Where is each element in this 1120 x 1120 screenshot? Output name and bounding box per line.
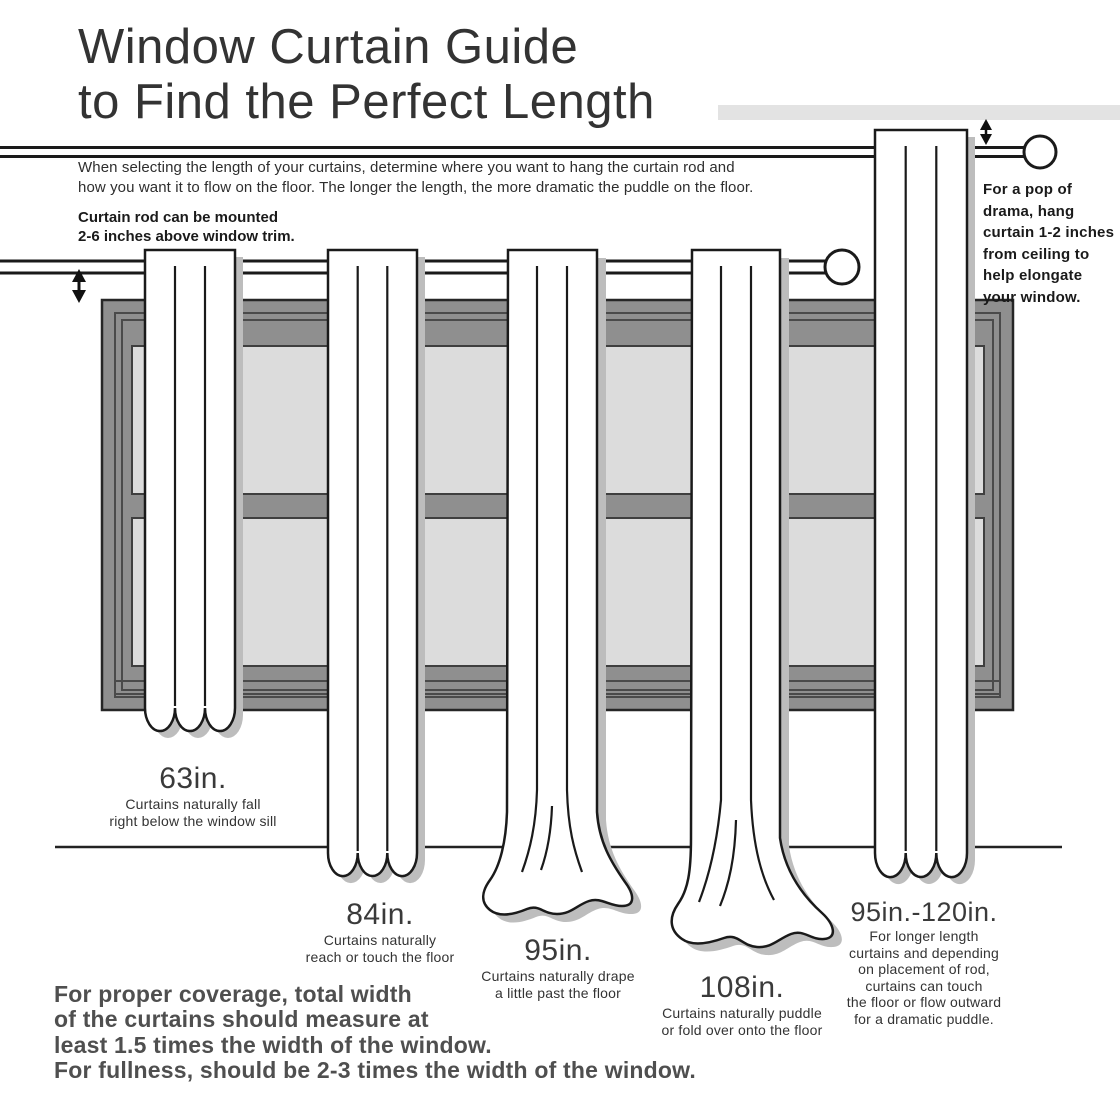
curtain-95-120in [875, 130, 967, 877]
length-value: 63in. [159, 762, 227, 795]
label-108in: 108in. Curtains naturally puddle or fold over onto the floor [622, 971, 862, 1038]
curtain-84in [328, 250, 417, 876]
rod-finial-icon [825, 250, 859, 284]
label-84in: 84in. Curtains naturally reach or touch the floor [260, 898, 500, 965]
length-value: 84in. [346, 898, 414, 931]
ceiling-strip [718, 105, 1120, 120]
page-title [78, 20, 655, 130]
ceiling-hang-note: For a pop of drama, hang curtain 1-2 inches from ceiling to help elongate your window. [983, 181, 1115, 306]
intro-text: When selecting the length of your curtains, determine where you want to hang the curtain rod and how you want it to flow on the floor. The longer the length, the more dramatic the puddle on the floor. [78, 159, 754, 196]
coverage-note: For proper coverage, total width of the curtains should measure at least 1.5 times the width of the window. For fullness, should be 2-3 times the width of the window. [54, 981, 696, 1083]
label-95-120in: 95in.-120in. For longer length curtains and depending on placement of rod, curtains can touch the floor or flow outward for a dramatic puddle. [804, 897, 1044, 1027]
label-95in: 95in. Curtains naturally drape a little past the floor [438, 934, 678, 1001]
title-line-2: to Find the Perfect Length [78, 75, 655, 129]
length-value: 95in. [524, 934, 592, 967]
length-value: 108in. [699, 971, 785, 1004]
length-value: 95in.-120in. [850, 897, 998, 927]
title-line-1: Window Curtain Guide [78, 20, 579, 74]
rod-finial-icon [1024, 136, 1056, 168]
rod-mount-note: Curtain rod can be mounted 2-6 inches above window trim. [78, 209, 295, 245]
label-63in: 63in. Curtains naturally fall right below the window sill [73, 762, 313, 829]
double-arrow-icon [980, 119, 992, 145]
curtain-63in [145, 250, 235, 731]
